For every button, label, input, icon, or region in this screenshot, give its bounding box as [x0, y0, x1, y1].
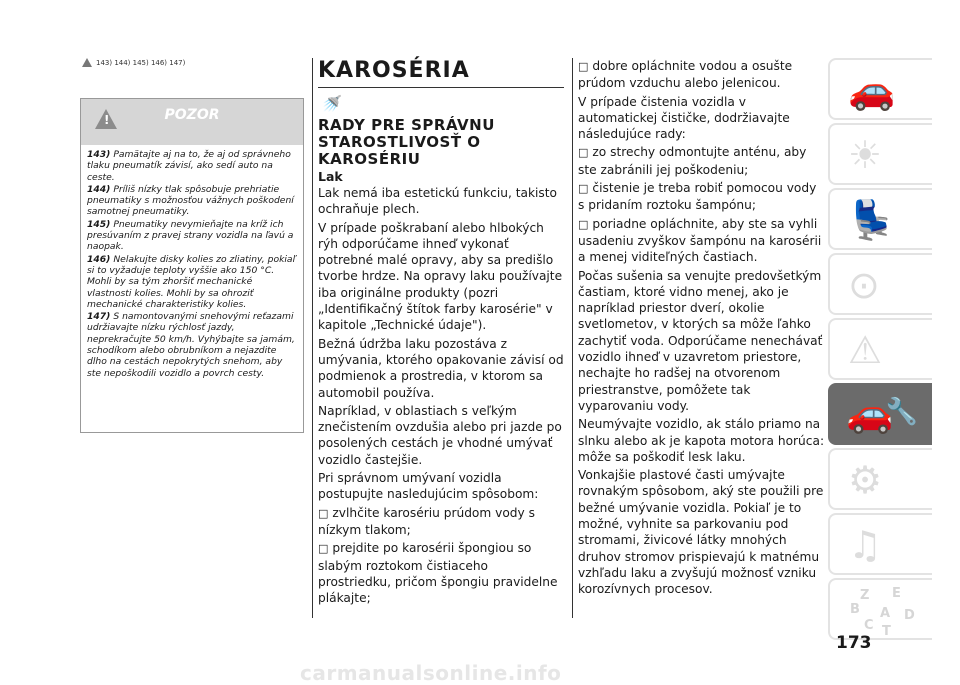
warning-item-text: Pneumatiky nevymieňajte na kríž ich presúvaním z pravej strany vozidla na ľavú a naopak. — [87, 218, 294, 253]
dashboard-lights-icon: ☀ — [848, 133, 883, 177]
steering-wheel-icon: ⊙ — [848, 263, 880, 307]
paragraph-text: Počas sušenia sa venujte predovšetkým častiam, ktoré vidno menej, ako je napríklad priestor dverí, okolie svetlometov, v ktorých sa môže ľahko zachytiť voda. Odporúčame nenechávať vozidlo ihneď v uzavretom priestore, nechajte ho radšej na otvorenom priestranstve, pomôžete tak vyparovaniu vody. — [578, 268, 823, 413]
bullet-paragraph — [318, 540, 564, 606]
car-maintenance-icon: 🚗 — [846, 391, 894, 435]
warning-body — [81, 145, 303, 379]
paragraph-text: Napríklad, v oblastiach s veľkým znečistením ovzdušia alebo pri jazde po posolených cestách je vhodné umývať vozidlo častejšie. — [318, 403, 562, 467]
footer-watermark: carmanualsonline.info — [300, 661, 562, 685]
paragraph-text: Vonkajšie plastové časti umývajte rovnakým spôsobom, aký ste použili pre bežné umývanie vozidla. Pokiaľ je to možné, vyhnite sa parkovaniu pod stromami, živicové látky mnohých druhov stromov prispievajú k matnému vzhľadu laku a zvyšujú možnosť vzniku korozívnych procesov. — [578, 468, 824, 597]
warning-item — [87, 184, 297, 218]
title-rule — [318, 87, 564, 88]
warning-item-text: S namontovanými snehovými reťazami udržiavajte nízku rýchlosť jazdy, neprekračujte 50 km/h. Vyhýbajte sa jamám, schodíkom alebo obrubníkom a nejazdite dlho na cestách nepokrytých snehom, aby ste nepoškodili vozidlo a povrch cesty. — [87, 311, 295, 379]
chapter-tab[interactable] — [828, 383, 932, 445]
middle-text — [318, 185, 564, 606]
chapter-tab[interactable] — [828, 58, 932, 120]
paragraph — [318, 336, 564, 401]
warning-item-number: 145) — [87, 218, 111, 230]
warning-item-text: Príliš nízky tlak spôsobuje prehriatie pneumatiky s možnosťou vážnych poškodení samotnej pneumatiky. — [87, 183, 294, 218]
paragraph — [318, 220, 564, 334]
wrench-icon: 🔧 — [885, 397, 918, 427]
middle-column — [318, 58, 564, 608]
chapter-tab[interactable] — [828, 513, 932, 575]
index-letter: T — [882, 624, 891, 639]
warning-references — [82, 58, 185, 67]
warning-item-text: Nelakujte disky kolies zo zliatiny, pokiaľ si to vyžaduje teploty vyššie ako 150 °C. Mohli by sa tým zhoršiť mechanické vlastnosti kolies. Mohli by sa ohroziť mechanické charakteristiky kolies. — [87, 253, 296, 310]
warning-item — [87, 311, 297, 379]
bullet-paragraph — [578, 180, 826, 214]
column-divider — [572, 58, 573, 618]
warning-item-number: 147) — [87, 311, 111, 323]
warning-title: POZOR — [164, 107, 220, 123]
paragraph — [578, 94, 826, 143]
paragraph — [318, 403, 564, 468]
paragraph — [578, 268, 826, 415]
seat-airbag-icon: 💺 — [848, 198, 896, 242]
paragraph-text: Lak nemá iba estetickú funkciu, takisto ochraňuje plech. — [318, 186, 557, 217]
chapter-tab[interactable] — [828, 188, 932, 250]
chapter-tab[interactable] — [828, 578, 932, 640]
paragraph-text: V prípade poškrabaní alebo hlbokých rýh odporúčame ihneď vykonať potrebné malé opravy, aby sa predišlo tvorbe hrdze. Na opravy laku používajte iba originálne produkty (pozri „Identifikačný štítok farby karosérie" v kapitole „Technické údaje"). — [318, 220, 563, 333]
warning-item-number: 143) — [87, 149, 111, 160]
chapter-tab[interactable] — [828, 253, 932, 315]
paragraph-text: dobre opláchnite vodou a osušte prúdom vzduchu alebo jelenicou. — [578, 59, 793, 91]
paragraph-text: Neumývajte vozidlo, ak stálo priamo na slnku alebo ak je kapota motora horúca: môže sa poškodiť lesk laku. — [578, 417, 825, 464]
paragraph — [318, 470, 564, 503]
right-column — [578, 58, 826, 600]
index-letter: D — [904, 608, 915, 623]
warning-header: ! POZOR — [81, 99, 303, 145]
warning-item-number: 146) — [87, 253, 111, 265]
paragraph-text: V prípade čistenia vozidla v automatickej čističke, dodržiavajte následujúce rady: — [578, 94, 790, 142]
subsection-heading: Lak — [318, 169, 343, 184]
chapter-tab[interactable] — [828, 318, 932, 380]
bullet-paragraph — [578, 144, 826, 178]
paragraph — [578, 467, 826, 597]
warning-item — [87, 149, 297, 183]
paragraph-text: poriadne opláchnite, aby ste sa vyhli usadeniu zvyškov šampónu na karosérii a menej viditeľných častiach. — [578, 216, 822, 265]
paragraph-text: Pri správnom umývaní vozidla postupujte nasledujúcim spôsobom: — [318, 471, 539, 502]
technical-data-icon: ⚙ — [848, 458, 883, 502]
warning-item-text: Pamätajte aj na to, že aj od správneho tlaku pneumatík závisí, ako sedí auto na ceste. — [87, 149, 291, 183]
paragraph — [318, 185, 564, 218]
index-letter: A — [880, 606, 891, 621]
warning-icon: ⚠ — [848, 328, 883, 372]
index-letter: B — [850, 602, 860, 617]
bullet-paragraph — [578, 216, 826, 266]
bullet-paragraph — [318, 505, 564, 539]
bullet-paragraph — [578, 58, 826, 92]
multimedia-icon: ♫ — [848, 523, 883, 567]
warning-item-number: 144) — [87, 183, 111, 195]
chapter-tab[interactable] — [828, 123, 932, 185]
page-title: KAROSÉRIA — [318, 58, 470, 83]
paragraph-text: prejdite po karosérii špongiou so slabým roztokom čistiaceho prostriedku, pričom špongiu pravidelne plákajte; — [318, 541, 558, 606]
index-letter: E — [892, 586, 901, 601]
paragraph-text: Bežná údržba laku pozostáva z umývania, ktorého opakovanie závisí od podmienok a prostredia, v ktorom sa automobil používa. — [318, 336, 564, 400]
paragraph-text: zo strechy odmontujte anténu, aby ste zabránili jej poškodeniu; — [578, 145, 807, 177]
section-heading: RADY PRE SPRÁVNU STAROSTLIVOSŤ O KAROSÉRIU — [318, 116, 495, 168]
index-letter: Z — [860, 588, 870, 603]
chapter-tab[interactable] — [828, 448, 932, 510]
column-divider — [312, 58, 313, 618]
index-letter: C — [864, 618, 874, 633]
paragraph-text: čistenie je treba robiť pomocou vody s pridaním roztoku šampónu; — [578, 181, 817, 213]
warning-box — [80, 98, 304, 433]
warning-triangle-icon — [82, 58, 92, 67]
warning-item — [87, 219, 297, 253]
paragraph — [578, 416, 826, 465]
car-wash-icon: 🚿 — [322, 94, 342, 113]
reference-numbers: 143) 144) 145) 146) 147) — [96, 58, 186, 67]
car-info-icon: 🚗 — [848, 68, 896, 112]
page-number: 173 — [836, 633, 872, 653]
warning-item — [87, 254, 297, 310]
paragraph-text: zvlhčite karosériu prúdom vody s nízkym tlakom; — [318, 505, 535, 537]
